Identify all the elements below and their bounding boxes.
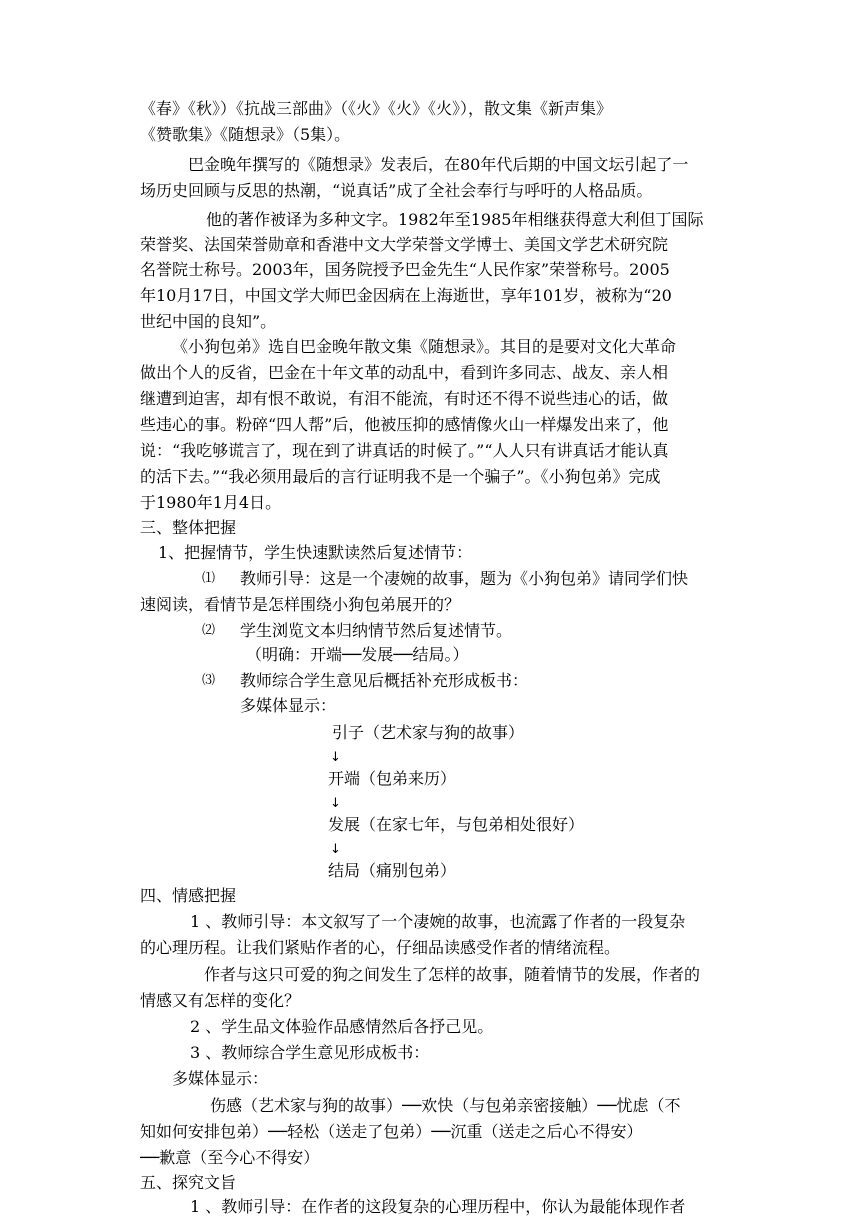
paragraph-line: 年10月17日，中国文学大师巴金因病在上海逝世，享年101岁，被称为“20 [140, 286, 672, 305]
plot-flow-step: 开端（包弟来历） [328, 769, 457, 788]
paragraph-line: 于1980年1月4日。 [140, 493, 282, 512]
emotion-flow-line: ──歉意（至今心不得安） [140, 1148, 320, 1167]
paragraph-line: 情感又有怎样的变化？ [140, 991, 301, 1010]
plot-flow-step: 发展（在家七年，与包弟相处很好） [328, 815, 585, 834]
down-arrow-icon: ↓ [330, 750, 341, 765]
paragraph-line: 世纪中国的良知”。 [140, 312, 277, 331]
paragraph-line: 《小狗包弟》选自巴金晚年散文集《随想录》。其目的是要对文化大革命 [172, 337, 677, 356]
sub-item-number: ⑵ [202, 623, 216, 638]
section-heading: 五、探究文旨 [140, 1173, 237, 1192]
list-item: 1、把握情节，学生快速默读然后复述情节： [158, 543, 473, 562]
sub-item-line: 速阅读，看情节是怎样围绕小狗包弟展开的？ [140, 595, 461, 614]
sub-item-line: 教师综合学生意见后概括补充形成板书： [240, 671, 529, 690]
sub-item-note: （明确：开端──发展──结局。） [246, 645, 469, 664]
section-heading: 三、整体把握 [140, 518, 237, 537]
paragraph-line: 作者与这只可爱的狗之间发生了怎样的故事，随着情节的发展，作者的 [204, 965, 701, 984]
paragraph-line: 做出个人的反省，巴金在十年文革的动乱中，看到许多同志、战友、亲人相 [140, 363, 669, 382]
intro-line: 《春》《秋》）《抗战三部曲》（《火》《火》《火》），散文集《新声集》 [140, 99, 613, 118]
media-label: 多媒体显示： [240, 696, 337, 715]
emotion-flow-line: 知如何安排包弟）──轻松（送走了包弟）──沉重（送走之后心不得安） [140, 1122, 643, 1141]
plot-flow-step: 引子（艺术家与狗的故事） [332, 723, 525, 742]
intro-line: 《赞歌集》《随想录》（5集）。 [140, 125, 351, 144]
paragraph-line: 他的著作被译为多种文字。1982年至1985年相继获得意大利但丁国际 [206, 210, 704, 229]
paragraph-line: 说：“我吃够谎言了，现在到了讲真话的时候了。”“人人只有讲真话才能认真 [140, 441, 669, 460]
list-item: 3 、教师综合学生意见形成板书： [190, 1043, 430, 1062]
list-item: 的心理历程。让我们紧贴作者的心，仔细品读感受作者的情绪流程。 [140, 938, 621, 957]
paragraph-line: 些违心的事。粉碎“四人帮”后，他被压抑的感情像火山一样爆发出来了，他 [140, 415, 669, 434]
list-item: 2 、学生品文体验作品感情然后各抒己见。 [190, 1017, 494, 1036]
list-item: 1 、教师引导：本文叙写了一个凄婉的故事，也流露了作者的一段复杂 [190, 912, 686, 931]
sub-item-number: ⑴ [202, 571, 216, 586]
plot-flow-step: 结局（痛别包弟） [328, 861, 457, 880]
list-item: 1 、教师引导：在作者的这段复杂的心理历程中，你认为最能体现作者 [190, 1197, 686, 1216]
paragraph-line: 场历史回顾与反思的热潮，“说真话”成了全社会奉行与呼吁的人格品质。 [140, 181, 653, 200]
sub-item-line: 学生浏览文本归纳情节然后复述情节。 [240, 621, 513, 640]
sub-item-number: ⑶ [202, 673, 216, 688]
paragraph-line: 继遭到迫害，却有恨不敢说，有泪不能流，有时还不得不说些违心的话，做 [140, 389, 669, 408]
paragraph-line: 荣誉奖、法国荣誉勋章和香港中文大学荣誉文学博士、美国文学艺术研究院 [140, 235, 669, 254]
media-label: 多媒体显示： [172, 1069, 269, 1088]
paragraph-line: 巴金晚年撰写的《随想录》发表后，在80年代后期的中国文坛引起了一 [188, 155, 689, 174]
paragraph-line: 的活下去。”“我必须用最后的言行证明我不是一个骗子”。《小狗包弟》完成 [140, 467, 661, 486]
section-heading: 四、情感把握 [140, 886, 237, 905]
emotion-flow-line: 伤感（艺术家与狗的故事）──欢快（与包弟亲密接触）──忧虑（不 [210, 1096, 681, 1115]
sub-item-line: 教师引导：这是一个凄婉的故事，题为《小狗包弟》请同学们快 [240, 569, 689, 588]
down-arrow-icon: ↓ [330, 796, 341, 811]
down-arrow-icon: ↓ [330, 842, 341, 857]
paragraph-line: 名誉院士称号。2003年，国务院授予巴金先生“人民作家”荣誉称号。2005 [140, 260, 670, 279]
